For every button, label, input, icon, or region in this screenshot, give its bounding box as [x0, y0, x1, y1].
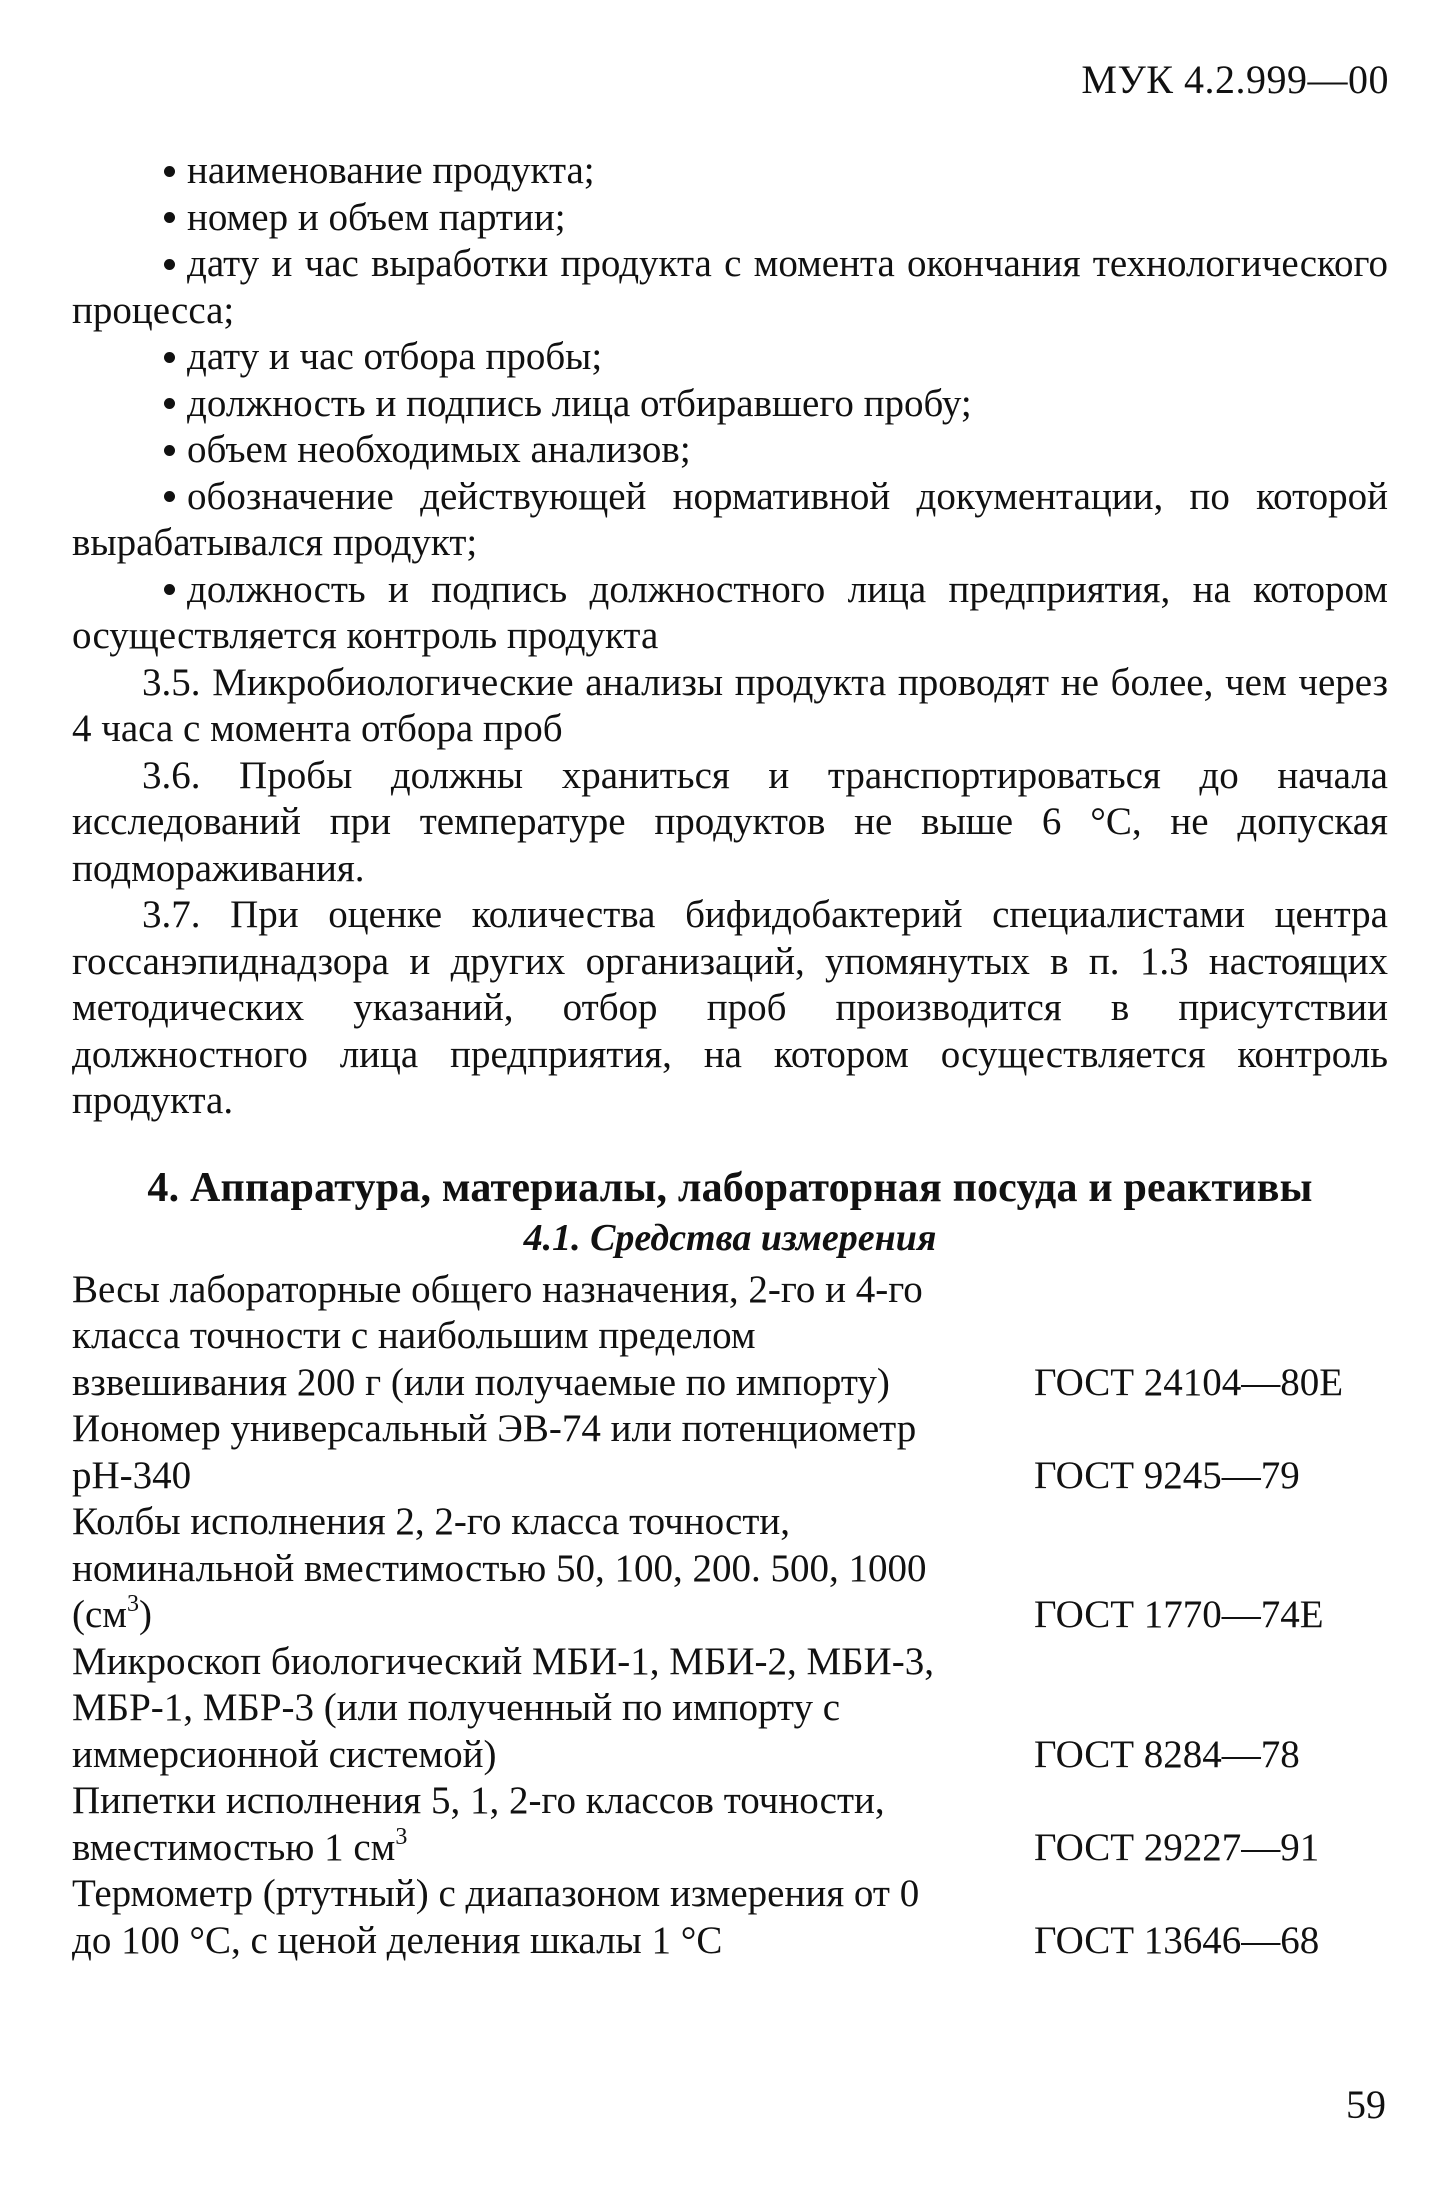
equipment-item [72, 1406, 1388, 1499]
equipment-list [72, 1267, 1388, 1965]
paragraph-3-5: 3.5. Микробиологические анализы продукта проводят не более, чем через 4 часа с момента отбора проб [72, 660, 1388, 750]
equipment-standard: ГОСТ 13646—68 [1034, 1918, 1320, 1962]
equipment-item [72, 1499, 1388, 1639]
bullet-dot-icon [164, 491, 175, 502]
equipment-name: Пипетки исполнения 5, 1, 2-го классов точности, вместимостью 1 $см^3$ [72, 1779, 885, 1869]
bullet-dot-icon [164, 445, 175, 456]
equipment-standard: ГОСТ 8284—78 [1034, 1732, 1300, 1776]
bullet-item: объем необходимых анализов; [72, 427, 1388, 474]
equipment-standard: ГОСТ 24104—80Е [1034, 1360, 1344, 1404]
running-title: МУК 4.2.999—00 [1081, 57, 1389, 102]
bullet-dot-icon [164, 166, 175, 177]
bullet-item: наименование продукта; [72, 148, 1388, 195]
bullet-dot-icon [164, 259, 175, 270]
bullet-item: обозначение действующей нормативной документации, по которой вырабатывался продукт; [72, 474, 1388, 564]
equipment-name: Термометр (ртутный) с диапазоном измерения от 0 до 100 °С, с ценой деления шкалы 1 °С [72, 1872, 920, 1962]
bullet-dot-icon [164, 352, 175, 363]
bullet-item: дату и час выработки продукта с момента окончания технологического процесса; [72, 242, 1388, 332]
page-number: 59 [1346, 2082, 1386, 2127]
bullet-item: должность и подпись лица отбиравшего пробу; [72, 381, 1388, 428]
equipment-item [72, 1267, 1388, 1407]
bullet-dot-icon [164, 584, 175, 595]
bullet-item: должность и подпись должностного лица предприятия, на котором осуществляется контроль продукта [72, 567, 1388, 657]
bullet-item: дату и час отбора пробы; [72, 334, 1388, 381]
equipment-name: Микроскоп биологический МБИ-1, МБИ-2, МБИ-3, МБР-1, МБР-3 (или полученный по импорту с иммерсионной системой) [72, 1639, 934, 1776]
paragraph-3-7: 3.7. При оценке количества бифидобактерий специалистами центра госсанэпиднадзора и других организаций, упомянутых в п. 1.3 настоящих методических указаний, отбор проб производится в присутствии должностного лица предприятия, на котором осуществляется контроль продукта. [72, 893, 1388, 1122]
bullet-dot-icon [164, 212, 175, 223]
equipment-name: Весы лабораторные общего назначения, 2-го и 4-го класса точности с наибольшим пределом взвешивания 200 г (или получаемые по импорту) [72, 1267, 923, 1404]
subsection-4-1-heading: 4.1. Средства измерения [523, 1216, 937, 1259]
equipment-standard: ГОСТ 1770—74Е [1034, 1593, 1324, 1636]
equipment-item [72, 1871, 1388, 1964]
bullet-item: номер и объем партии; [72, 195, 1388, 242]
bullet-dot-icon [164, 398, 175, 409]
paragraph-3-6: 3.6. Пробы должны храниться и транспортироваться до начала исследований при температуре продуктов не выше 6 °С, не допуская подмораживания. [72, 753, 1388, 890]
equipment-standard: ГОСТ 9245—79 [1034, 1453, 1300, 1497]
equipment-item [72, 1639, 1388, 1779]
equipment-name: Иономер универсальный ЭВ-74 или потенциометр рН-340 [72, 1407, 917, 1497]
section-4-heading: 4. Аппаратура, материалы, лабораторная посуда и реактивы [147, 1164, 1313, 1211]
equipment-item [72, 1778, 1388, 1871]
equipment-name: Колбы исполнения 2, 2-го класса точности, номинальной вместимостью 50, 100, 200. 500, 1000 $(см^3)$ [72, 1500, 927, 1636]
body-text [72, 148, 1388, 1964]
equipment-standard: ГОСТ 29227—91 [1034, 1825, 1320, 1869]
